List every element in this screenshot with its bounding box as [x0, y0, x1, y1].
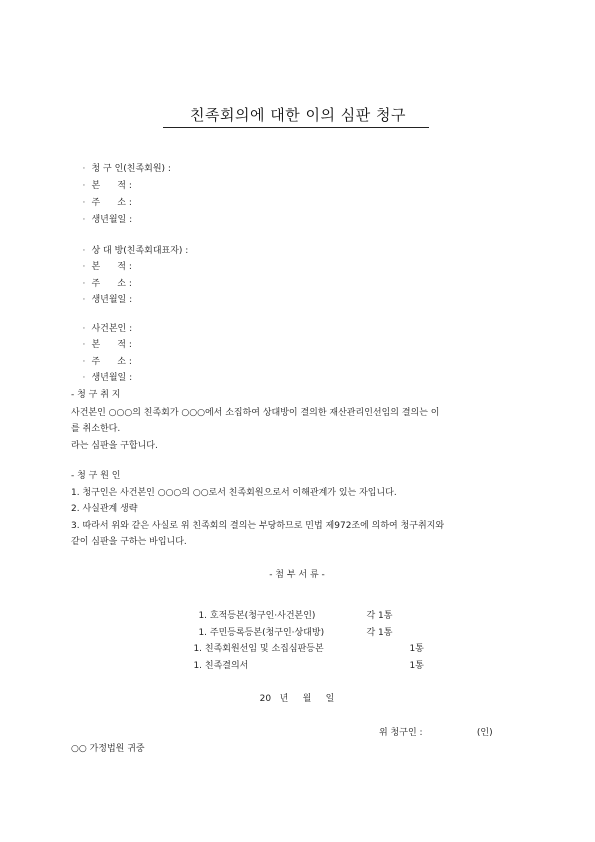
respondent-heading: 상 대 방(친족회대표자) :: [91, 246, 189, 256]
purpose-line: 사건본인 ○○○의 친족회가 ○○○에서 소집하여 상대방이 결의한 재산관리인선임의 결의는 이: [71, 408, 440, 418]
bullet-marker: ·: [82, 198, 86, 208]
respondent-field-domicile: 본 적 :: [91, 262, 132, 272]
subject-field-address: 주 소 :: [91, 357, 132, 367]
attachment-count: 각 1통: [366, 611, 393, 621]
attachment-name: 1. 친족결의서: [193, 661, 249, 671]
bullet-marker: ·: [82, 279, 86, 289]
bullet-marker: ·: [82, 340, 86, 350]
bullet-marker: ·: [82, 215, 86, 225]
claimant-heading: 청 구 인(친족회원) :: [91, 164, 171, 174]
filing-date: 20 년 월 일: [259, 694, 335, 704]
cause-line: 같이 심판을 구하는 바입니다.: [71, 537, 187, 547]
claimant-field-address: 주 소 :: [91, 198, 132, 208]
purpose-line: 라는 심판을 구합니다.: [71, 441, 158, 451]
bullet-marker: ·: [82, 262, 86, 272]
bullet-marker: ·: [82, 164, 86, 174]
attachment-name: 1. 친족회원선임 및 소집심판등본: [193, 644, 324, 654]
bullet-marker: ·: [82, 295, 86, 305]
court-addressee: ○○ 가정법원 귀중: [71, 744, 145, 754]
claimant-field-birthdate: 생년월일 :: [91, 215, 133, 225]
subject-field-birthdate: 생년월일 :: [91, 373, 133, 383]
attachment-count: 1통: [409, 644, 424, 654]
purpose-heading: - 청 구 취 지: [71, 390, 121, 400]
bullet-marker: ·: [82, 181, 86, 191]
cause-line: 1. 청구인은 사건본인 ○○○의 ○○로서 친족회원으로서 이해관계가 있는 자입니다.: [71, 488, 397, 498]
cause-heading: - 청 구 원 인: [71, 471, 121, 481]
subject-field-domicile: 본 적 :: [91, 340, 132, 350]
signature-line: 위 청구인 : (인): [379, 728, 493, 738]
respondent-field-birthdate: 생년월일 :: [91, 295, 133, 305]
attachment-name: 1. 주민등록등본(청구인·상대방): [198, 628, 325, 638]
claimant-field-domicile: 본 적 :: [91, 181, 132, 191]
bullet-marker: ·: [82, 357, 86, 367]
attachment-name: 1. 호적등본(청구인·사건본인): [198, 611, 316, 621]
cause-line: 3. 따라서 위와 같은 사실로 위 친족회의 결의는 부당하므로 민법 제972조에 의하여 청구취지와: [71, 521, 445, 531]
attachments-heading: - 첨 부 서 류 -: [269, 570, 325, 580]
title-underline: [163, 127, 429, 128]
bullet-marker: ·: [82, 324, 86, 334]
attachment-count: 각 1통: [366, 628, 393, 638]
subject-heading: 사건본인 :: [91, 324, 133, 334]
document-title: 친족회의에 대한 이의 심판 청구: [190, 106, 406, 124]
attachment-count: 1통: [409, 661, 424, 671]
cause-line: 2. 사실관계 생략: [71, 504, 138, 514]
purpose-line: 를 취소한다.: [71, 424, 121, 434]
attachment-item: [182, 650, 424, 683]
claimant-field-row: [71, 204, 132, 237]
bullet-marker: ·: [82, 246, 86, 256]
respondent-field-address: 주 소 :: [91, 279, 132, 289]
bullet-marker: ·: [82, 373, 86, 383]
